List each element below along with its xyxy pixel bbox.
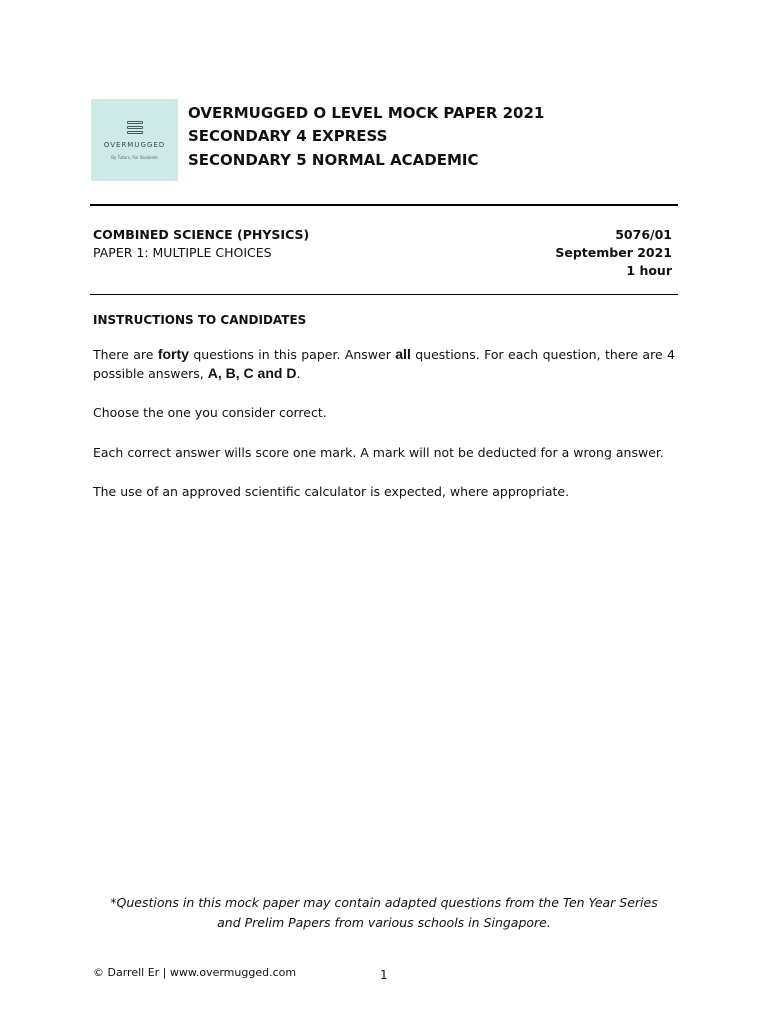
paper-duration: 1 hour xyxy=(626,263,672,278)
title-line-2: SECONDARY 4 EXPRESS xyxy=(188,127,388,145)
note-line-2: and Prelim Papers from various schools in Singapore. xyxy=(217,915,551,930)
logo-name: OVERMUGGED xyxy=(103,141,166,149)
instructions-heading: INSTRUCTIONS TO CANDIDATES xyxy=(93,313,307,327)
p1-text-b: questions in this paper. Answer xyxy=(188,347,396,362)
p1-text-c: questions. For each question, there are 4 possible answers, xyxy=(93,347,675,381)
instructions-paragraph-2: Choose the one you consider correct. xyxy=(93,405,327,420)
adapted-questions-note xyxy=(90,893,678,933)
instructions-paragraph-3: Each correct answer wills score one mark. A mark will not be deducted for a wrong answer. xyxy=(93,445,664,460)
books-stack-icon xyxy=(127,121,143,135)
top-divider xyxy=(90,204,678,206)
p1-options: A, B, C and D xyxy=(207,365,297,381)
p1-text-a: There are xyxy=(93,347,158,362)
page-number: 1 xyxy=(380,968,388,982)
logo-tagline: By Tutors, For Students xyxy=(111,155,158,160)
paper-date: September 2021 xyxy=(555,245,672,260)
bottom-divider xyxy=(90,294,678,295)
note-line-1: *Questions in this mock paper may contain adapted questions from the Ten Year Series xyxy=(110,895,658,910)
overmugged-logo xyxy=(91,99,178,181)
subject-title: COMBINED SCIENCE (PHYSICS) xyxy=(93,227,310,242)
p1-forty: forty xyxy=(157,346,189,362)
title-line-3: SECONDARY 5 NORMAL ACADEMIC xyxy=(188,151,479,169)
footer-copyright: © Darrell Er | www.overmugged.com xyxy=(93,966,297,979)
instructions-paragraph-1 xyxy=(93,345,675,383)
title-line-1: OVERMUGGED O LEVEL MOCK PAPER 2021 xyxy=(188,104,545,122)
paper-label: PAPER 1: MULTIPLE CHOICES xyxy=(93,245,272,260)
p1-all: all xyxy=(395,346,411,362)
p1-text-d: . xyxy=(296,366,301,381)
instructions-paragraph-4: The use of an approved scientific calculator is expected, where appropriate. xyxy=(93,484,570,499)
paper-code: 5076/01 xyxy=(615,227,672,242)
